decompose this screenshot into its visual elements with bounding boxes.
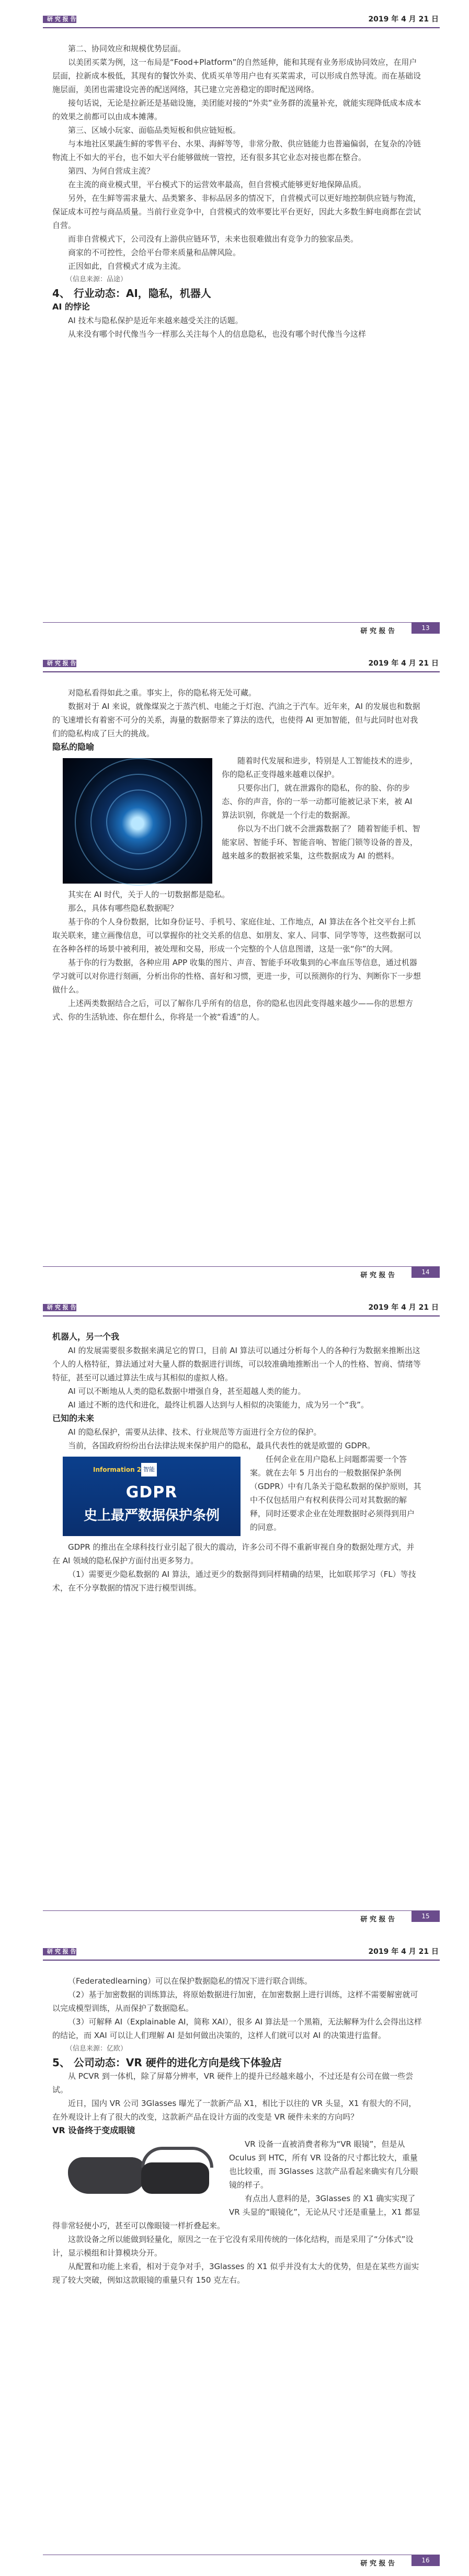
subsection-heading: VR 设备终于变成眼镜	[52, 2125, 135, 2135]
page-13	[0, 0, 469, 644]
paragraph: 从 PCVR 到一体机，除了屏幕分辨率，VR 硬件上的提升已经越来越小，不过还是有公司在做一些尝试。	[52, 2071, 414, 2094]
source-note: （信息来源：品途）	[66, 276, 128, 283]
header-date: 2019 年 4 月 21 日	[368, 1303, 439, 1312]
paragraph: 这款设备之所以能做到轻量化，原因之一在于它没有采用传统的一体化结构，而是采用了“分体式”设计，显示模组和计算模块分开。	[52, 2235, 414, 2258]
source-note: （信息来源：亿欧）	[66, 2045, 128, 2053]
page-body	[52, 686, 422, 1024]
paragraph: 基于你的行为数据，各种应用 APP 收集的图片、声音、智能手环收集到的心率血压等信息，通过机器学习就可以对你进行刻画，分析出你的性格、喜好和习惯，更进一步，可以预测你的行为、判断你下一步想做什么。	[52, 958, 421, 994]
paragraph: 近日，国内 VR 公司 3Glasses 曝光了一款新产品 X1，相比于以往的 VR 头显，X1 有很大的不同，在外观设计上有了很大的改变，这款新产品在设计方面的改变是 VR 硬件未来的方向吗？	[52, 2099, 417, 2122]
page-footer	[43, 619, 440, 635]
subsection-heading: 已知的未来	[52, 1413, 95, 1423]
vr-headset-image	[63, 2142, 220, 2215]
page-14	[0, 644, 469, 1288]
header-divider	[43, 1960, 440, 1961]
paragraph: （2）基于加密数据的训练算法，将原始数据进行加密，在加密数据上进行训练，这样不需要解密就可以完成模型训练，从而保护了数据隐私。	[52, 1990, 418, 2013]
paragraph: 从来没有哪个时代像当今一样那么关注每个人的信息隐私，也没有哪个时代像当今这样	[68, 329, 367, 339]
page-footer	[43, 1907, 440, 1924]
footer-publisher: 研 究 报 告	[360, 1916, 395, 1924]
paragraph: 在主流的商业模式里，平台模式下的运营效率最高，但自营模式能够更好地保障品质。	[68, 180, 367, 189]
paragraph: AI 的隐私保护，需要从法律、技术、行业规范等方面进行全方位的保护。	[68, 1427, 322, 1437]
footer-publisher: 研 究 报 告	[360, 627, 395, 635]
page-body	[52, 1330, 422, 1595]
paragraph: 上述两类数据结合之后，可以了解你几乎所有的信息，你的隐私也因此变得越来越少——你的思想方式、你的生活轨迹、你在想什么，你将是一个被“看透”的人。	[52, 999, 414, 1022]
header-date: 2019 年 4 月 21 日	[368, 659, 439, 668]
paragraph: GDPR 的推出在全球科技行业引起了很大的震动，许多公司不得不重新审视自身的数据处理方式，并在 AI 领域的隐私保护方面付出更多努力。	[52, 1542, 415, 1565]
paragraph: （1）需要更少隐私数据的 AI 算法，通过更少的数据得到同样精确的结果，比如联邦学习（FL）等技术，在不分享数据的情况下进行模型训练。	[52, 1570, 416, 1593]
header-date: 2019 年 4 月 21 日	[368, 1948, 439, 1956]
gdpr-banner-image	[63, 1457, 241, 1536]
paragraph: 正因如此，自营模式才成为主流。	[68, 261, 186, 271]
paragraph: 以美团买菜为例，这一布局是“Food+Platform”的自然延伸，能和其现有业务形成协同效应，在用户层面，拉新成本极低，其现有的餐饮外卖、优质买单等用户也有买菜需求，可以形成自然导流。而在基础设施层面，美团也需建设完善的配送网络，其已建立完善稳定的即时配送网络。	[52, 58, 421, 94]
paragraph: 商家的不可控性，会给平台带来质量和品牌风险。	[68, 248, 241, 257]
banner-logo: Information 2	[93, 1466, 142, 1473]
paragraph: 只要你出门，就在泄露你的隐私，你的脸、你的步态、你的声音，你的一举一动都可能被记录下来，被 AI 算法识别，你就是一个行走的数据源。	[222, 783, 413, 820]
page-header	[43, 1301, 440, 1314]
paragraph: 数据对于 AI 来说，就像煤炭之于蒸汽机、电能之于灯泡、汽油之于汽车。近年来，AI 的发展也和数据的飞速增长有着密不可分的关系，海量的数据带来了算法的迭代，也使得 AI 更加智能，但与此同时也对我们的隐私构成了巨大的挑战。	[52, 702, 420, 738]
paragraph: 随着时代发展和进步，特别是人工智能技术的进步，你的隐私正变得越来越难以保护。	[222, 756, 418, 779]
page-16	[0, 1932, 469, 2576]
header-date: 2019 年 4 月 21 日	[368, 15, 439, 24]
paragraph: 另外，在生鲜等需求量大、品类繁多、非标品居多的情况下，自营模式可以更好地控制供应链与物流，保证成本可控与商品质量。当前行业竞争中，自营模式的效率要比平台更好，因此大多数生鲜电商都在尝试自营。	[52, 193, 421, 230]
paragraph: 任何企业在用户隐私上问题都需要一个答案。就在去年 5 月出台的一般数据保护条例（GDPR）中有几条关于隐私数据的保护原则，其中不仅包括用户有权利获得公司对其数据的解释，同时还要求企业在处理数据时必须得到用户的同意。	[250, 1455, 421, 1532]
page-number: 15	[411, 1910, 440, 1922]
paragraph: 对隐私看得如此之重。事实上，你的隐私将无处可藏。	[68, 688, 257, 697]
paragraph: 与本地社区果蔬生鲜的零售平台、水果、海鲜等等，非常分散、供应链能力也普遍偏弱，在复杂的冷链物流上不如大的平台，也不如大平台能够做统一管控，还有很多其它业态对接也都在整合。	[52, 139, 421, 162]
paragraph: AI 可以不断地从人类的隐私数据中增强自身，甚至超越人类的能力。	[68, 1387, 306, 1396]
privacy-illustration-image	[63, 758, 212, 884]
subsection-heading: 隐私的隐喻	[52, 742, 95, 752]
paragraph: AI 技术与隐私保护是近年来越来越受关注的话题。	[68, 316, 243, 325]
paragraph: 第三、区域小玩家、面临品类短板和供应链短板。	[68, 125, 241, 135]
footer-divider	[43, 1910, 440, 1911]
header-publisher: 研 究 报 告	[47, 16, 76, 22]
section-heading: 5、 公司动态：VR 硬件的进化方向是线下体验店	[52, 2056, 282, 2069]
page-header	[43, 13, 440, 26]
paragraph: 有点出人意料的是，3Glasses 的 X1 确实实现了 VR 头显的“眼镜化”，无论从尺寸还是重量上，X1 都显得非常轻便小巧，甚至可以像眼镜一样折叠起来。	[52, 2194, 420, 2230]
footer-publisher: 研 究 报 告	[360, 1272, 395, 1279]
paragraph: 而非自营模式下，公司没有上游供应链环节，未来也很难做出有竞争力的独家品类。	[68, 234, 359, 244]
banner-tag: 智能	[141, 1463, 157, 1476]
paragraph: （3）可解释 AI（Explainable AI，简称 XAI），很多 AI 算法是一个黑箱，无法解释为什么会得出这样的结论，而 XAI 可以让人们理解 AI 是如何做出决策的，这样人们就可以对 AI 的决策进行监督。	[52, 2017, 422, 2040]
vr-goggle-shape	[68, 2157, 146, 2194]
subsection-heading: 机器人，另一个我	[52, 1332, 120, 1342]
footer-publisher: 研 究 报 告	[360, 2560, 395, 2568]
page-number: 13	[411, 622, 440, 634]
paragraph: 第四、为何自营成主流？	[68, 166, 155, 176]
page-number: 14	[411, 1266, 440, 1278]
header-divider	[43, 27, 440, 28]
paragraph: 那么，具体有哪些隐私数据呢？	[68, 903, 178, 913]
footer-divider	[43, 622, 440, 623]
paragraph: AI 通过不断的迭代和进化，最终让机器人达到与人相似的决策能力，成为另一个“我”。	[68, 1400, 369, 1410]
header-divider	[43, 1315, 440, 1316]
header-divider	[43, 671, 440, 672]
page-15	[0, 1288, 469, 1932]
header-publisher: 研 究 报 告	[47, 660, 76, 667]
paragraph: 基于你的个人身份数据，比如身份证号、手机号、家庭住址、工作地点，AI 算法在各个社交平台上抓取关联来，建立画像信息，可以掌握你的社交关系的信息、如朋友、家人、同事、同学等等，这些数据可以在各种各样的场景中被利用，被处理和交易，形成一个完整的个人信息图谱，这是一张“你”的大网。	[52, 917, 421, 954]
paragraph: VR 设备一直被消费者称为“VR 眼镜”，但是从 Oculus 到 HTC，所有 VR 设备的尺寸都比较大，重量也比较重，而 3Glasses 这款产品看起来确实有几分眼镜的样子。	[229, 2139, 418, 2190]
header-publisher: 研 究 报 告	[47, 1304, 76, 1311]
paragraph: AI 的发展需要很多数据来满足它的胃口，目前 AI 算法可以通过分析每个人的各种行为数据来推断出这个人的人格特征，算法通过对大量人群的数据进行训练，可以较准确地推断出一个人的性格、智商、情绪等特征，甚至可以通过算法生成与其相似的虚拟人格。	[52, 1346, 421, 1382]
page-header	[43, 1945, 440, 1959]
header-publisher: 研 究 报 告	[47, 1948, 76, 1955]
paragraph: 你以为不出门就不会泄露数据了？ 随着智能手机、智能家居、智能手环、智能音响、智能门锁等设备的普及，越来越多的数据被采集，这些数据成为 AI 的燃料。	[222, 824, 420, 861]
page-header	[43, 657, 440, 670]
vr-module-shape	[141, 2162, 209, 2194]
paragraph: 接句话说，无论是拉新还是基础设施，美团能对接的“外卖”业务群的流量补充，就能实现降低成本成本的效果之前都可以由成本摊薄。	[52, 98, 421, 121]
paragraph: 第二、协同效应和规模优势层面。	[68, 44, 186, 53]
page-number: 16	[411, 2555, 440, 2566]
subsection-heading: AI 的悖论	[52, 302, 90, 312]
banner-title: GDPR	[125, 1483, 178, 1502]
banner-subtitle: 史上最严数据保护条例	[83, 1508, 220, 1524]
page-body	[52, 1974, 422, 2287]
paragraph: 其实在 AI 时代，关于人的一切数据都是隐私。	[68, 890, 230, 899]
page-body	[52, 42, 422, 341]
footer-divider	[43, 1266, 440, 1267]
section-heading: 4、 行业动态：AI，隐私，机器人	[52, 287, 211, 300]
decor-ring	[75, 758, 202, 886]
paragraph: 从配置和功能上来看，相对于竞争对手，3Glasses 的 X1 似乎并没有太大的优势，但是在某些方面实现了较大突破，例如这款眼镜的重量只有 150 克左右。	[52, 2262, 419, 2285]
page-footer	[43, 2551, 440, 2568]
paragraph: （Federatedlearning）可以在保护数据隐私的情况下进行联合训练。	[68, 1976, 312, 1986]
page-footer	[43, 1263, 440, 1279]
paragraph: 当前，各国政府纷纷出台法律法规来保护用户的隐私，最具代表性的就是欧盟的 GDPR。	[68, 1441, 375, 1450]
